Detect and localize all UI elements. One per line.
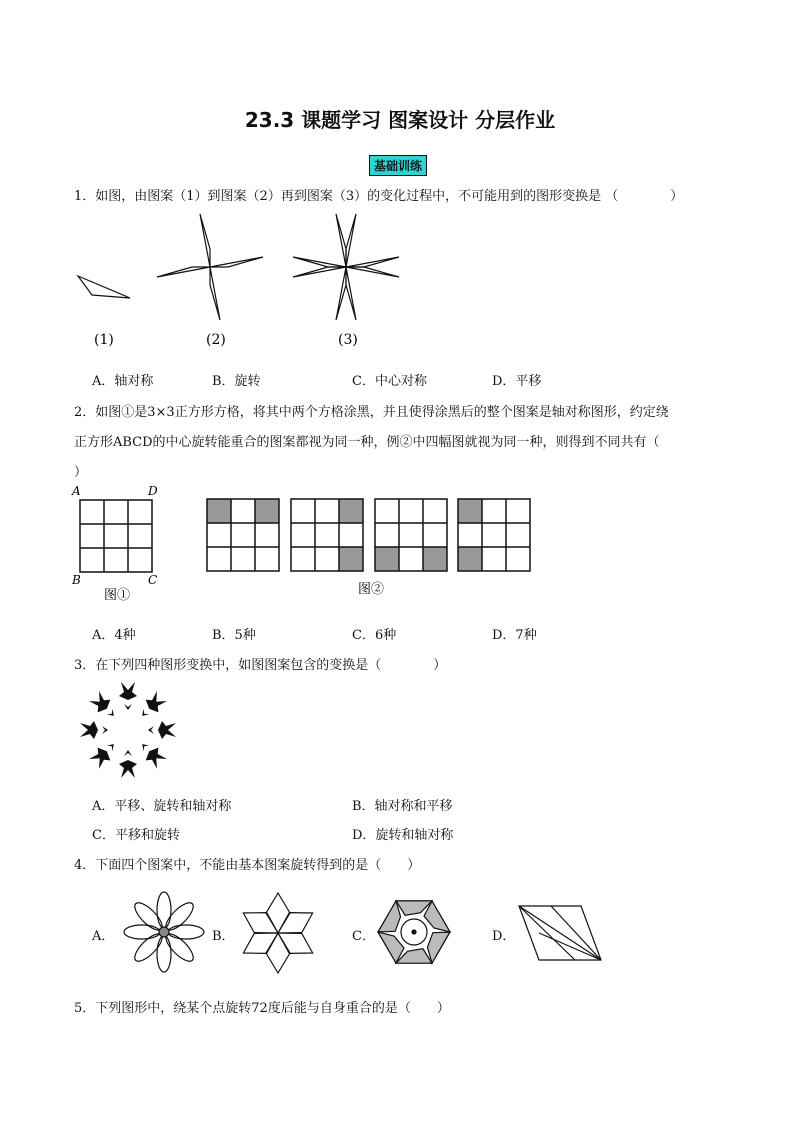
q2-grid-1 — [80, 500, 152, 572]
question-2-stem-line2: 正方形ABCD的中心旋转能重合的图案都视为同一种，例②中四幅图就视为同一种，则得到不同共有（ — [74, 435, 660, 450]
q2-option-b: B．5种 — [212, 628, 256, 643]
q1-figures — [70, 210, 410, 350]
q2-grid-2b — [291, 499, 363, 571]
q1-figure-1 — [78, 276, 130, 298]
q3-figure-ring — [70, 676, 186, 786]
q4-option-d: D． — [492, 929, 516, 944]
question-2-stem-line3: ） — [74, 465, 88, 480]
question-3-stem: 3．在下列四种图形变换中，如图图案包含的变换是（ ） — [74, 658, 447, 673]
q1-label-3: (3) — [338, 332, 358, 348]
q4-figure-hexagon — [372, 890, 456, 974]
question-4-stem: 4．下面四个图案中，不能由基本图案旋转得到的是（ ） — [74, 858, 421, 873]
q2-option-c: C．6种 — [352, 628, 397, 643]
q1-option-a: A．轴对称 — [92, 374, 154, 389]
q2-grid-2d — [458, 499, 530, 571]
q1-label-2: (2) — [206, 332, 226, 348]
q1-label-1: (1) — [94, 332, 114, 348]
fig-2-label: 图② — [358, 582, 385, 597]
question-5-stem: 5．下列图形中，绕某个点旋转72度后能与自身重合的是（ ） — [74, 1001, 450, 1016]
q2-figures — [70, 480, 540, 610]
page-title: 23.3 课题学习 图案设计 分层作业 — [244, 108, 556, 132]
q2-grid-2c — [375, 499, 447, 571]
q4-option-a: A． — [92, 929, 115, 944]
q3-option-b: B．轴对称和平移 — [352, 799, 453, 814]
q1-option-b: B．旋转 — [212, 374, 261, 389]
fig-1-label: 图① — [104, 588, 131, 603]
q4-figure-parallelogram — [515, 900, 607, 966]
q1-figure-2 — [157, 214, 263, 320]
q2-option-d: D．7种 — [492, 628, 537, 643]
q1-option-c: C．中心对称 — [352, 374, 427, 389]
q4-figure-flower — [118, 890, 208, 976]
section-badge: 基础训练 — [369, 155, 427, 176]
q1-figure-3 — [293, 214, 399, 320]
q1-option-d: D．平移 — [492, 374, 542, 389]
q3-option-a: A．平移、旋转和轴对称 — [92, 799, 232, 814]
q2-grid-2a — [207, 499, 279, 571]
q2-option-a: A．4种 — [92, 628, 136, 643]
corner-b: B — [72, 573, 81, 587]
q4-figure-star — [232, 890, 324, 976]
q3-option-d: D．旋转和轴对称 — [352, 828, 454, 843]
corner-d: D — [148, 484, 158, 498]
q3-option-c: C．平移和旋转 — [92, 828, 180, 843]
corner-a: A — [72, 484, 81, 498]
question-1-stem: 1．如图，由图案（1）到图案（2）再到图案（3）的变化过程中，不可能用到的图形变换是 （ ） — [74, 189, 684, 204]
q4-option-c: C． — [352, 929, 375, 944]
q4-option-b: B． — [212, 929, 235, 944]
corner-c: C — [148, 573, 158, 587]
question-2-stem-line1: 2．如图①是3×3正方形方格，将其中两个方格涂黑，并且使得涂黑后的整个图案是轴对称图形，约定绕 — [74, 405, 669, 420]
